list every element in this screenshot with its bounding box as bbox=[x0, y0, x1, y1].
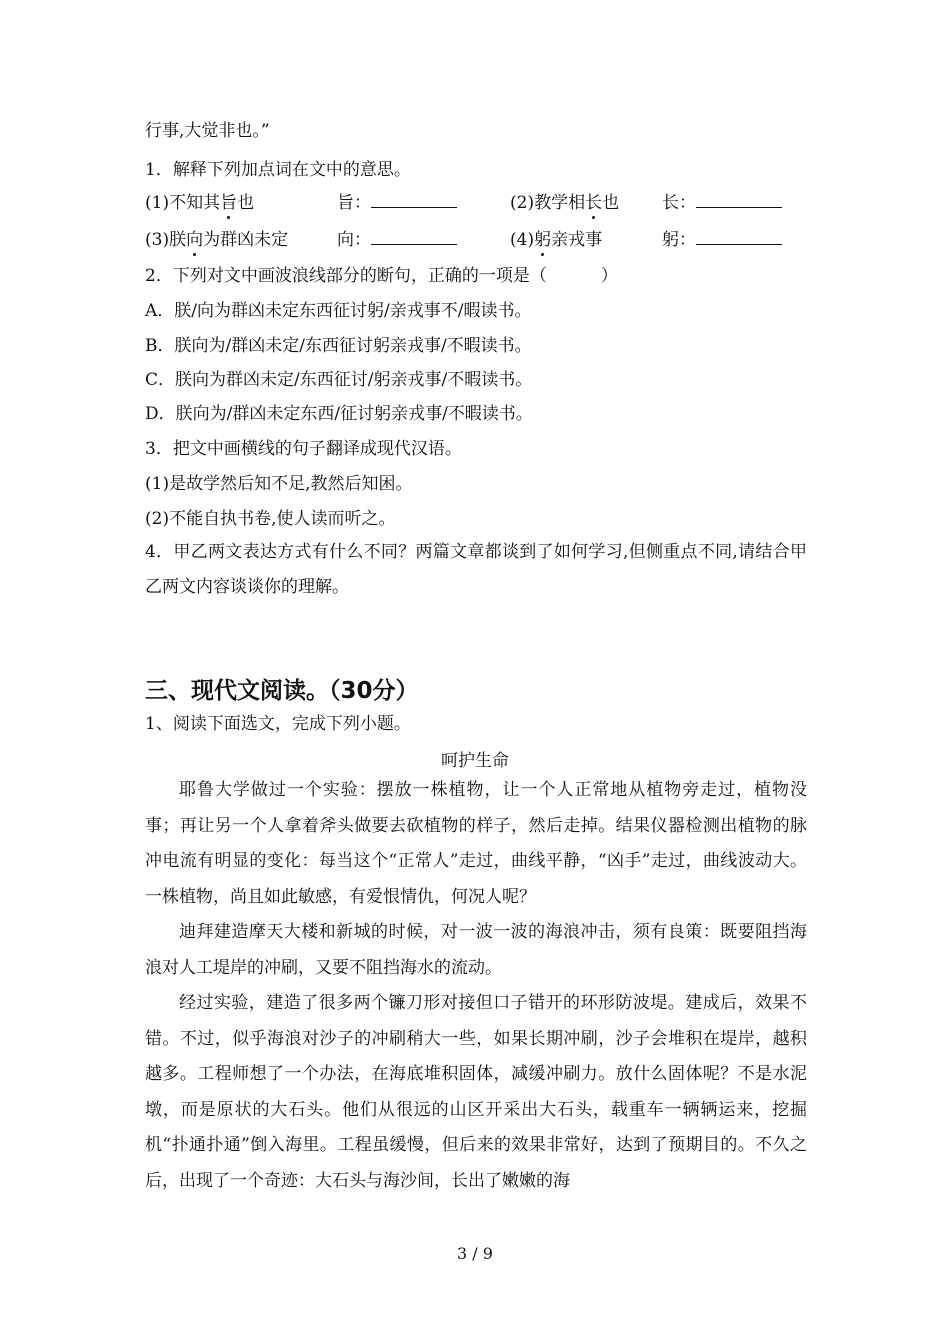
q1-answer-4: 躬： bbox=[662, 229, 782, 251]
passage-paragraph-2: 迪拜建造摩天大楼和新城的时候，对一波一波的海浪冲击，须有良策：既要阻挡海浪对人工堤岸的冲刷，又要不阻挡海水的流动。 bbox=[145, 922, 807, 978]
q1-item-4: (4)躬亲戎事 bbox=[510, 230, 603, 250]
q1-item-3: (3)朕向为群凶未定 bbox=[145, 230, 289, 250]
question-2-stem: 2．下列对文中画波浪线部分的断句，正确的一项是（ ） bbox=[145, 266, 618, 286]
q2-option-b: B．朕向为/群凶未定/东西征讨躬亲戎事/不暇读书。 bbox=[145, 336, 532, 356]
emphasis-dot-char: 向 bbox=[186, 230, 204, 250]
q1-item-2: (2)教学相长也 bbox=[510, 193, 620, 213]
passage-title: 呵护生命 bbox=[441, 751, 509, 771]
passage-paragraph-1: 耶鲁大学做过一个实验：摆放一株植物，让一个人正常地从植物旁走过，植物没事；再让另一个人拿着斧头做要去砍植物的样子，然后走掉。结果仪器检测出植物的脉冲电流有明显的变化：每当这个“正常人”走过，曲线平静，“凶手”走过，曲线波动大。一株植物，尚且如此敏感，有爱恨情仇，何况人呢？ bbox=[145, 780, 807, 907]
q1-answer-1: 旨： bbox=[337, 192, 457, 214]
section-3-heading: 三、现代文阅读。（30分） bbox=[145, 678, 419, 704]
q2-option-a: A．朕/向为群凶未定东西征讨躬/亲戎事不/暇读书。 bbox=[145, 301, 532, 321]
answer-blank[interactable] bbox=[371, 193, 457, 208]
page-number: 3 / 9 bbox=[457, 1244, 493, 1263]
passage-paragraph-3: 经过实验，建造了很多两个镰刀形对接但口子错开的环形防波堤。建成后，效果不错。不过，似乎海浪对沙子的冲刷稍大一些，如果长期冲刷，沙子会堆积在堤岸，越积越多。工程师想了一个办法，在海底堆积固体，减缓冲刷力。放什么固体呢？不是水泥墩，而是原状的大石头。他们从很远的山区开采出大石头，载重车一辆辆运来，挖掘机“扑通扑通”倒入海里。工程虽缓慢，但后来的效果非常好，达到了预期目的。不久之后，出现了一个奇迹：大石头与海沙间，长出了嫩嫩的海 bbox=[145, 993, 807, 1191]
answer-blank[interactable] bbox=[696, 230, 782, 245]
q2-option-c: C．朕向为群凶未定/东西征讨/躬亲戎事/不暇读书。 bbox=[145, 370, 533, 390]
emphasis-dot-char: 旨 bbox=[220, 193, 238, 213]
q3-item-1: (1)是故学然后知不足,教然后知困。 bbox=[145, 474, 413, 494]
continuation-text: 行事,大觉非也。” bbox=[145, 121, 270, 141]
q1-answer-2: 长： bbox=[662, 192, 782, 214]
emphasis-dot-char: 躬 bbox=[534, 230, 552, 250]
q1-item-1: (1)不知其旨也 bbox=[145, 193, 255, 213]
answer-blank[interactable] bbox=[696, 193, 782, 208]
question-4: 4．甲乙两文表达方式有什么不同？两篇文章都谈到了如何学习,但侧重点不同,请结合甲乙两文内容谈谈你的理解。 bbox=[145, 542, 807, 597]
q2-option-d: D．朕向为/群凶未定东西/征讨躬亲戎事/不暇读书。 bbox=[145, 404, 533, 424]
question-3-stem: 3．把文中画横线的句子翻译成现代汉语。 bbox=[145, 439, 462, 459]
emphasis-dot-char: 长 bbox=[585, 193, 603, 213]
question-1-stem: 1．解释下列加点词在文中的意思。 bbox=[145, 160, 411, 180]
q3-item-2: (2)不能自执书卷,使人读而听之。 bbox=[145, 509, 396, 529]
reading-instruction: 1、阅读下面选文，完成下列小题。 bbox=[145, 714, 411, 734]
answer-blank[interactable] bbox=[371, 230, 457, 245]
q1-answer-3: 向： bbox=[337, 229, 457, 251]
